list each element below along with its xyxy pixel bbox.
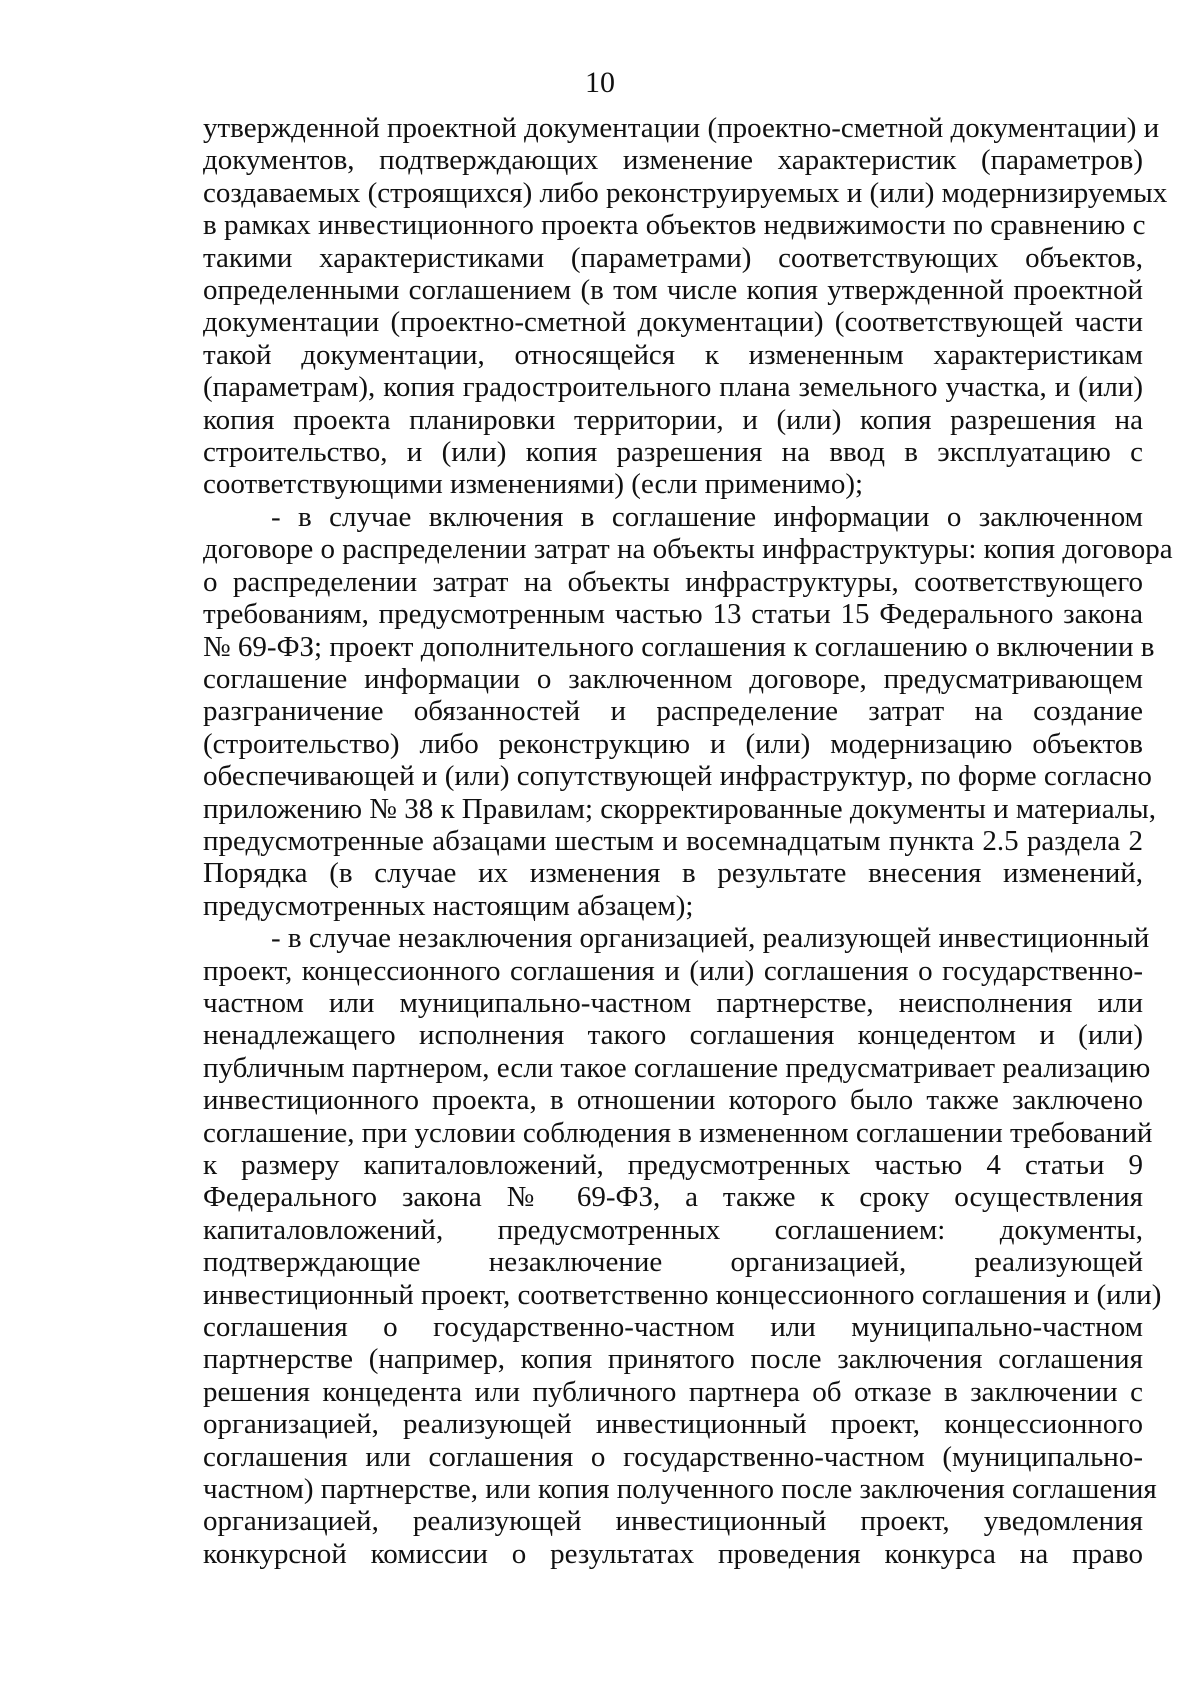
- text-line: соглашение, при условии соблюдения в измененном соглашении требований: [203, 1116, 1153, 1149]
- text-line: предусмотренные абзацами шестым и восемнадцатым пункта 2.5 раздела 2: [203, 824, 1143, 857]
- text-line: соглашения или соглашения о государственно-частном (муниципально-: [203, 1440, 1143, 1473]
- text-line: такой документации, относящейся к измененным характеристикам: [203, 338, 1143, 371]
- text-line: публичным партнером, если такое соглашение предусматривает реализацию: [203, 1051, 1151, 1084]
- text-line: соглашение информации о заключенном договоре, предусматривающем: [203, 662, 1143, 695]
- text-line: копия проекта планировки территории, и (или) копия разрешения на: [203, 403, 1143, 436]
- text-line: партнерстве (например, копия принятого после заключения соглашения: [203, 1343, 1143, 1376]
- text-line: соответствующими изменениями) (если применимо);: [203, 468, 864, 501]
- text-line: приложению № 38 к Правилам; скорректированные документы и материалы,: [203, 792, 1157, 825]
- text-line: (параметрам), копия градостроительного плана земельного участка, и (или): [203, 371, 1143, 404]
- text-line: решения концедента или публичного партнера об отказе в заключении с: [203, 1375, 1143, 1408]
- text-line: в рамках инвестиционного проекта объектов недвижимости по сравнению с: [203, 209, 1146, 242]
- text-line: к размеру капиталовложений, предусмотренных частью 4 статьи 9: [203, 1149, 1143, 1181]
- text-line: создаваемых (строящихся) либо реконструируемых и (или) модернизируемых: [203, 176, 1168, 209]
- text-line: инвестиционный проект, соответственно концессионного соглашения и (или): [203, 1278, 1162, 1311]
- text-line: подтверждающие незаключение организацией, реализующей: [203, 1246, 1143, 1279]
- text-line: проект, концессионного соглашения и (или) соглашения о государственно-: [203, 954, 1143, 987]
- text-line: соглашения о государственно-частном или муниципально-частном: [203, 1311, 1143, 1344]
- text-line: организацией, реализующей инвестиционный проект, концессионного: [203, 1408, 1143, 1441]
- text-line: (строительство) либо реконструкцию и (или) модернизацию объектов: [203, 727, 1143, 760]
- text-line: утвержденной проектной документации (проектно-сметной документации) и: [203, 112, 1160, 144]
- text-line: - в случае включения в соглашение информации о заключенном: [271, 500, 1143, 533]
- text-line: о распределении затрат на объекты инфраструктуры, соответствующего: [203, 565, 1143, 598]
- page-number: 10: [585, 66, 615, 99]
- text-line: обеспечивающей и (или) сопутствующей инфраструктур, по форме согласно: [203, 760, 1152, 793]
- text-line: предусмотренных настоящим абзацем);: [203, 889, 694, 922]
- text-line: частном) партнерстве, или копия полученного после заключения соглашения: [203, 1473, 1157, 1506]
- text-line: капиталовложений, предусмотренных соглашением: документы,: [203, 1213, 1143, 1246]
- text-line: такими характеристиками (параметрами) соответствующих объектов,: [203, 241, 1143, 274]
- text-line: разграничение обязанностей и распределение затрат на создание: [203, 695, 1143, 728]
- document-body: [203, 112, 1173, 1570]
- text-line: определенными соглашением (в том числе копия утвержденной проектной: [203, 274, 1143, 307]
- text-line: инвестиционного проекта, в отношении которого было также заключено: [203, 1084, 1143, 1117]
- text-line: строительство, и (или) копия разрешения на ввод в эксплуатацию с: [203, 436, 1143, 469]
- text-line: № 69-ФЗ; проект дополнительного соглашения к соглашению о включении в: [203, 630, 1155, 663]
- text-line: частном или муниципально-частном партнерстве, неисполнения или: [203, 986, 1143, 1019]
- text-line: требованиям, предусмотренным частью 13 статьи 15 Федерального закона: [203, 598, 1143, 631]
- text-line: - в случае незаключения организацией, реализующей инвестиционный: [271, 922, 1150, 955]
- text-line: договоре о распределении затрат на объекты инфраструктуры: копия договора: [203, 533, 1173, 566]
- text-line: организацией, реализующей инвестиционный проект, уведомления: [203, 1505, 1143, 1538]
- text-line: конкурсной комиссии о результатах проведения конкурса на право: [203, 1537, 1143, 1570]
- text-line: ненадлежащего исполнения такого соглашения концедентом и (или): [203, 1019, 1143, 1052]
- text-line: Порядка (в случае их изменения в результате внесения изменений,: [203, 857, 1143, 890]
- text-line: Федерального закона № 69-ФЗ, а также к сроку осуществления: [203, 1181, 1143, 1214]
- text-line: документов, подтверждающих изменение характеристик (параметров): [203, 144, 1143, 177]
- text-line: документации (проектно-сметной документации) (соответствующей части: [203, 306, 1143, 339]
